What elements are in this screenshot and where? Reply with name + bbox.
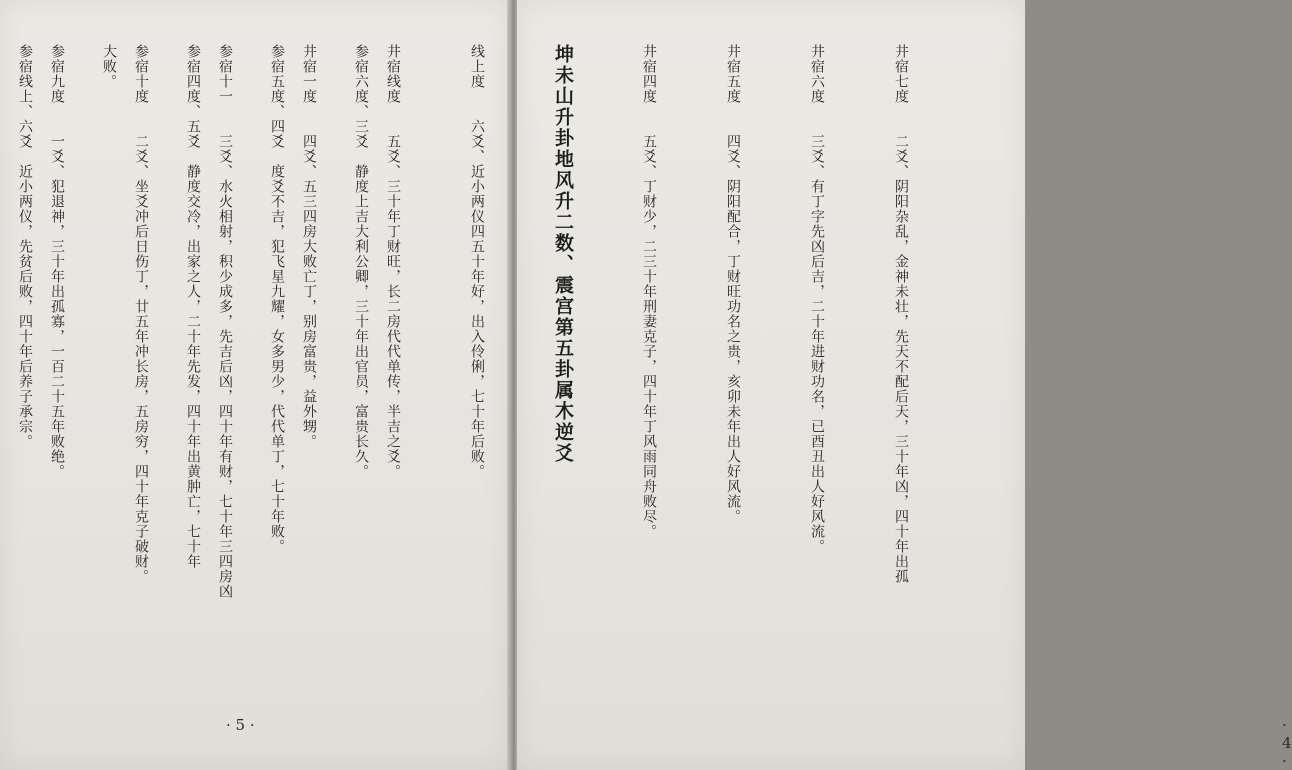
text-column: 井宿四度 五爻、丁财少，二三十年刑妻克子，四十年丁风雨同舟败尽。 [641,44,657,539]
text-column: 井宿五度 四爻、阴阳配合，丁财旺功名之贵，亥卯未年出人好风流。 [725,44,741,524]
text-column: 参宿四度、五爻 静度交冷，出家之人，二十年先发，四十年出黄肿亡，七十年 [185,44,201,569]
text-column: 线上度 六爻、近小两仪四五十年好，出入伶俐，七十年后败。 [469,44,485,479]
text-column: 参宿十度 二爻、坐爻冲后日伤丁，廿五年冲长房，五房穷，四十年克子破财。 [133,44,149,584]
right-page-text [0,44,971,684]
text-column: 井宿七度 二爻、阴阳杂乱，金神未壮，先天不配后天，三十年凶，四十年出孤 [893,44,909,584]
section-heading: 坤未山升卦地风升二数、震宫第五卦属木逆爻 [552,44,574,464]
text-column: 井宿线度 五爻、三十年丁财旺，长二房代代单传，半吉之爻。 [385,44,401,479]
text-column: 参宿九度 一爻、犯退神，三十年出孤寡，一百二十五年败绝。 [49,44,65,479]
text-column: 参宿六度、三爻 静度上吉大利公卿，三十年出官员，富贵长久。 [353,44,369,479]
text-column: 井宿一度 四爻、五三四房大败亡丁，别房富贵，益外甥。 [301,44,317,449]
text-column: 参宿五度、四爻 度爻不吉，犯飞星九耀，女多男少，代代单丁，七十年败。 [269,44,285,554]
text-column: 参宿十一 三爻、水火相射，积少成多，先吉后凶，四十年有财，七十年三四房凶 [217,44,233,599]
text-column: 参宿线上、六爻 近小两仪，先贫后败，四十年后养子承宗。 [17,44,33,449]
page-number: · 4 · [1282,716,1292,770]
text-column: 井宿六度 三爻、有丁字先凶后吉，二十年进财功名，已酉丑出人好风流。 [809,44,825,554]
page-number: · 5 · [226,716,255,734]
text-column: 大败。 [101,44,117,89]
